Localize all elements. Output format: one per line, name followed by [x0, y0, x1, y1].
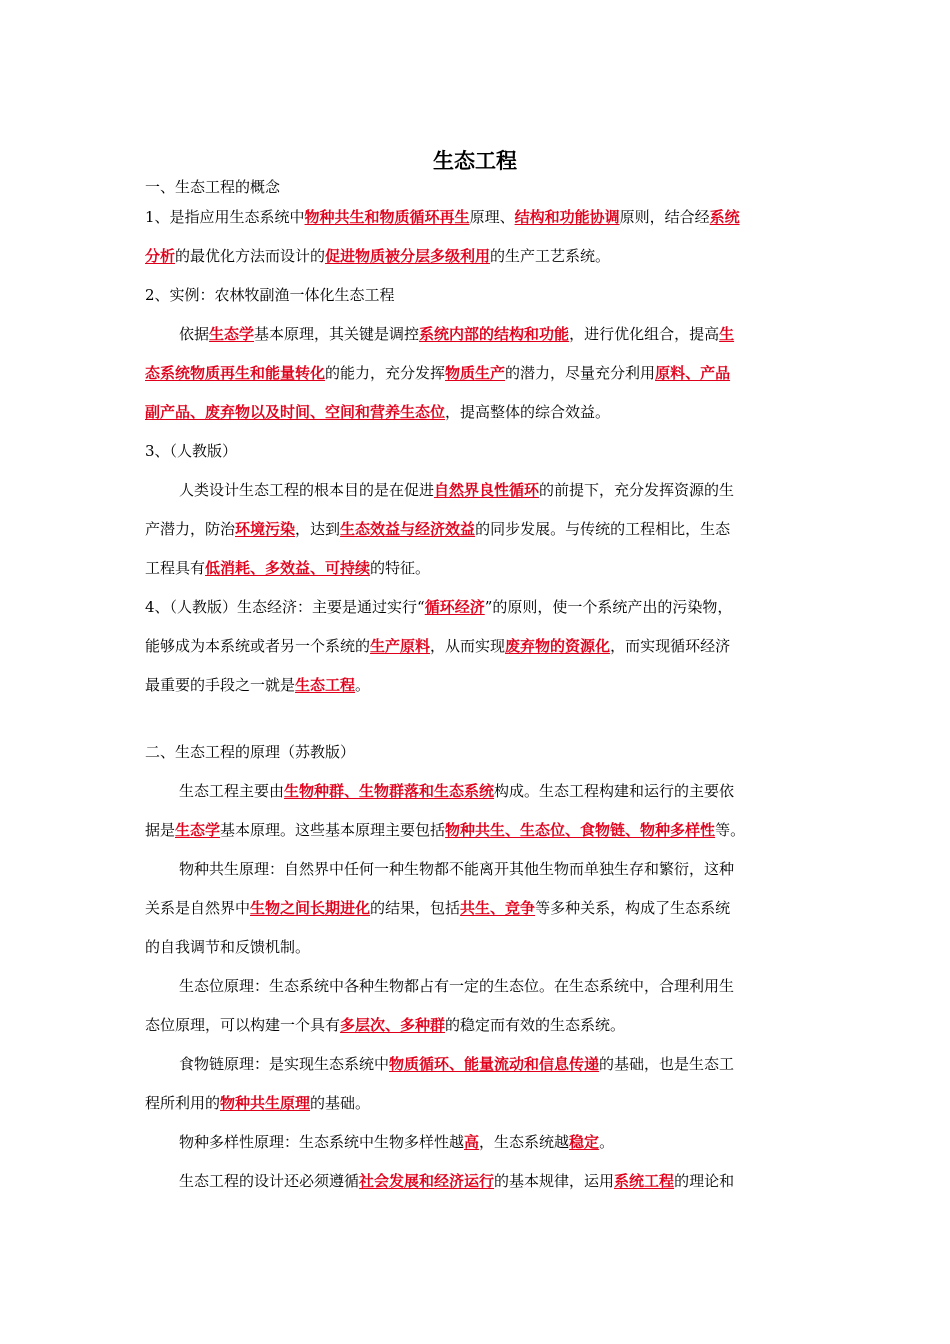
keyword-highlight: 低消耗、多效益、可持续: [205, 559, 371, 577]
keyword-highlight: 物质生产: [445, 364, 506, 382]
keyword-highlight: 自然界良性循环: [434, 481, 540, 499]
text-segment: 等。: [715, 821, 746, 839]
text-segment: 的基础，也是生态工: [599, 1055, 735, 1073]
text-segment: 产潜力，防治: [145, 520, 236, 538]
text-line: [145, 897, 810, 936]
text-segment: 1、是指应用生态系统中: [145, 208, 305, 226]
keyword-highlight: 多层次、多种群: [340, 1016, 446, 1034]
keyword-highlight: 物质循环、能量流动和信息传递: [389, 1055, 600, 1073]
keyword-highlight: 共生、竞争: [460, 899, 536, 917]
keyword-highlight: 生态效益与经济效益: [340, 520, 476, 538]
text-segment: 关系是自然界中: [145, 899, 251, 917]
text-segment: 的最优化方法而设计的: [175, 247, 326, 265]
text-segment: 的自我调节和反馈机制。: [145, 938, 311, 956]
text-segment: 原则，结合经: [619, 208, 710, 226]
text-segment: 的理论和: [674, 1172, 735, 1190]
text-line: [145, 284, 810, 323]
text-segment: 的同步发展。与传统的工程相比，生态: [475, 520, 731, 538]
text-segment: ，提高整体的综合效益。: [445, 403, 611, 421]
text-line: [145, 975, 810, 1014]
keyword-highlight: 生态工程: [295, 676, 356, 694]
text-segment: 物种多样性原理：生态系统中生物多样性越: [179, 1133, 465, 1151]
keyword-highlight: 循环经济: [424, 598, 485, 616]
text-line: [145, 936, 810, 975]
text-line: [145, 858, 810, 897]
text-segment: 生态工程主要由: [179, 782, 285, 800]
text-line: [145, 1014, 810, 1053]
text-segment: 的稳定而有效的生态系统。: [445, 1016, 626, 1034]
keyword-highlight: 结构和功能协调: [514, 208, 620, 226]
text-line: [145, 362, 810, 401]
text-line: [145, 819, 810, 858]
text-segment: 的基础。: [310, 1094, 371, 1112]
keyword-highlight: 生态学: [175, 821, 221, 839]
text-segment: 。: [355, 676, 371, 694]
text-segment: 等多种关系，构成了生态系统: [535, 899, 731, 917]
text-line: [145, 401, 810, 440]
text-line: [145, 518, 810, 557]
text-segment: 人类设计生态工程的根本目的是在促进: [179, 481, 435, 499]
text-segment: 基本原理，其关键是调控: [254, 325, 420, 343]
keyword-highlight: 物种共生原理: [220, 1094, 311, 1112]
text-line: [145, 635, 810, 674]
text-segment: 能够成为本系统或者另一个系统的: [145, 637, 371, 655]
text-segment: 的基本规律，运用: [494, 1172, 615, 1190]
text-segment: 原理、: [469, 208, 515, 226]
text-line: [145, 1053, 810, 1092]
text-segment: 据是: [145, 821, 176, 839]
text-segment: 。: [599, 1133, 615, 1151]
text-segment: 2、实例：农林牧副渔一体化生态工程: [145, 286, 395, 304]
text-segment: 依据: [179, 325, 210, 343]
keyword-highlight: 系统工程: [614, 1172, 675, 1190]
keyword-highlight: 社会发展和经济运行: [359, 1172, 495, 1190]
text-segment: 程所利用的: [145, 1094, 221, 1112]
keyword-highlight: 物种共生和物质循环再生: [304, 208, 470, 226]
keyword-highlight: 原料、产品: [655, 364, 731, 382]
text-line: [145, 780, 810, 819]
text-segment: 一、生态工程的概念: [145, 178, 281, 196]
text-line: [145, 1131, 810, 1170]
keyword-highlight: 副产品、废弃物以及时间、空间和营养生态位: [145, 403, 446, 421]
text-line: [145, 323, 810, 362]
text-segment: 二、生态工程的原理（苏教版）: [145, 743, 356, 761]
keyword-highlight: 分析: [145, 247, 176, 265]
text-segment: ，进行优化组合，提高: [569, 325, 720, 343]
text-segment: ，生态系统越: [479, 1133, 570, 1151]
keyword-highlight: 稳定: [569, 1133, 600, 1151]
keyword-highlight: 物种共生、生态位、食物链、物种多样性: [445, 821, 716, 839]
text-line: [145, 176, 810, 206]
text-line: [145, 741, 810, 780]
text-segment: 的结果，包括: [370, 899, 461, 917]
text-segment: 3、（人教版）: [145, 442, 238, 460]
keyword-highlight: 促进物质被分层多级利用: [325, 247, 491, 265]
text-segment: 4、（人教版）生态经济：主要是通过实行“: [145, 598, 425, 616]
text-segment: 的能力，充分发挥: [325, 364, 446, 382]
keyword-highlight: 系统: [709, 208, 740, 226]
text-line: [145, 596, 810, 635]
keyword-highlight: 生: [719, 325, 735, 343]
text-line: [145, 440, 810, 479]
page-title: 生态工程: [433, 149, 517, 173]
keyword-highlight: 高: [464, 1133, 480, 1151]
text-segment: 的特征。: [370, 559, 431, 577]
text-segment: 态位原理，可以构建一个具有: [145, 1016, 341, 1034]
keyword-highlight: 系统内部的结构和功能: [419, 325, 570, 343]
text-segment: 物种共生原理：自然界中任何一种生物都不能离开其他生物而单独生存和繁衍，这种: [179, 860, 735, 878]
text-line: [145, 1092, 810, 1131]
text-segment: 生态工程的设计还必须遵循: [179, 1172, 360, 1190]
text-segment: 的生产工艺系统。: [490, 247, 611, 265]
text-segment: ，达到: [295, 520, 341, 538]
text-line: [145, 479, 810, 518]
text-segment: 基本原理。这些基本原理主要包括: [220, 821, 446, 839]
keyword-highlight: 生态学: [209, 325, 255, 343]
keyword-highlight: 生产原料: [370, 637, 431, 655]
text-segment: 工程具有: [145, 559, 206, 577]
text-line: [145, 674, 810, 713]
keyword-highlight: 环境污染: [235, 520, 296, 538]
document-body: [145, 176, 810, 1209]
keyword-highlight: 生物种群、生物群落和生态系统: [284, 782, 495, 800]
text-segment: ，而实现循环经济: [610, 637, 731, 655]
text-segment: 最重要的手段之一就是: [145, 676, 296, 694]
keyword-highlight: 态系统物质再生和能量转化: [145, 364, 326, 382]
text-segment: 的潜力，尽量充分利用: [505, 364, 656, 382]
text-segment: ，从而实现: [430, 637, 506, 655]
text-segment: 构成。生态工程构建和运行的主要依: [494, 782, 735, 800]
text-line: [145, 206, 810, 245]
text-segment: 生态位原理：生态系统中各种生物都占有一定的生态位。在生态系统中，合理利用生: [179, 977, 735, 995]
text-segment: ”的原则，使一个系统产出的污染物，: [484, 598, 733, 616]
text-segment: 的前提下，充分发挥资源的生: [539, 481, 735, 499]
text-line: [145, 245, 810, 284]
text-line: [145, 557, 810, 596]
keyword-highlight: 生物之间长期进化: [250, 899, 371, 917]
keyword-highlight: 废弃物的资源化: [505, 637, 611, 655]
text-line: [145, 1170, 810, 1209]
text-segment: 食物链原理：是实现生态系统中: [179, 1055, 390, 1073]
